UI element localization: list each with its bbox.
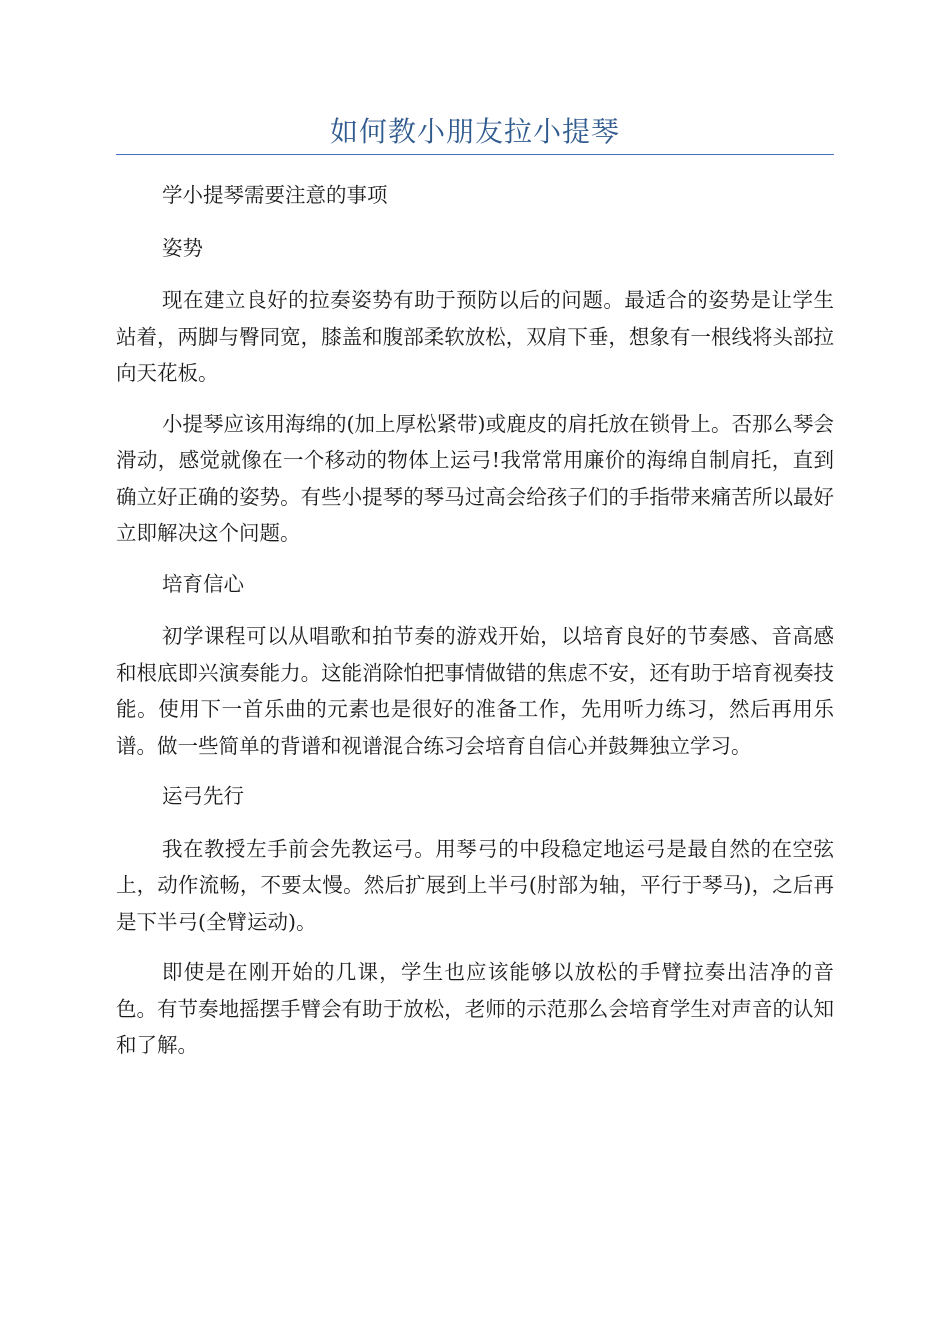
title-underline	[116, 154, 834, 155]
document-body	[116, 177, 834, 1078]
section-heading-notes: 学小提琴需要注意的事项	[162, 183, 388, 207]
document-title: 如何教小朋友拉小提琴	[329, 115, 620, 148]
paragraph-shoulder-rest: 小提琴应该用海绵的(加上厚松紧带)或鹿皮的肩托放在锁骨上。否那么琴会滑动，感觉就像在一个移动的物体上运弓!我常常用廉价的海绵自制肩托，直到确立好正确的姿势。有些小提琴的琴马过高会给孩子们的手指带来痛苦所以最好立即解决这个问题。	[116, 411, 834, 545]
paragraph-posture: 现在建立良好的拉奏姿势有助于预防以后的问题。最适合的姿势是让学生站着，两脚与臀同宽，膝盖和腹部柔软放松，双肩下垂，想象有一根线将头部拉向天花板。	[116, 288, 834, 385]
section-heading-bowing: 运弓先行	[162, 784, 244, 808]
paragraph-confidence: 初学课程可以从唱歌和拍节奏的游戏开始，以培育良好的节奏感、音高感和根底即兴演奏能力。这能消除怕把事情做错的焦虑不安，还有助于培育视奏技能。使用下一首乐曲的元素也是很好的准备工作，先用听力练习，然后再用乐谱。做一些简单的背谱和视谱混合练习会培育自信心并鼓舞独立学习。	[116, 624, 834, 758]
section-heading-confidence: 培育信心	[162, 571, 244, 596]
paragraph-tone: 即使是在刚开始的几课，学生也应该能够以放松的手臂拉奏出洁净的音色。有节奏地摇摆手臂会有助于放松，老师的示范那么会培育学生对声音的认知和了解。	[116, 960, 834, 1057]
section-heading-posture: 姿势	[162, 235, 203, 260]
paragraph-bowing: 我在教授左手前会先教运弓。用琴弓的中段稳定地运弓是最自然的在空弦上，动作流畅，不要太慢。然后扩展到上半弓(肘部为轴，平行于琴马)，之后再是下半弓(全臂运动)。	[116, 836, 834, 934]
